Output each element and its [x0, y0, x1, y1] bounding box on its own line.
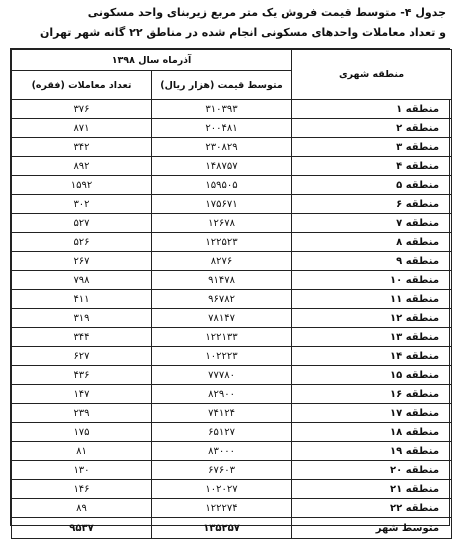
- region-cell: منطقه ۱: [292, 100, 452, 119]
- region-cell: منطقه ۸: [292, 233, 452, 252]
- table-row: [12, 328, 452, 347]
- count-cell: ۳۷۶: [12, 100, 152, 119]
- price-cell: ۸۲۷۶: [152, 252, 292, 271]
- table-row: [12, 499, 452, 518]
- count-cell: ۲۶۷: [12, 252, 152, 271]
- count-cell: ۳۴۲: [12, 138, 152, 157]
- price-cell: ۸۲۹۰۰: [152, 385, 292, 404]
- price-cell: ۱۲۲۲۷۴: [152, 499, 292, 518]
- region-cell: منطقه ۱۲: [292, 309, 452, 328]
- period-header: آذرماه سال ۱۳۹۸: [12, 50, 292, 71]
- price-cell: ۶۷۶۰۳: [152, 461, 292, 480]
- count-cell: ۵۲۶: [12, 233, 152, 252]
- housing-price-table: [11, 49, 452, 539]
- table-row: [12, 157, 452, 176]
- count-cell: ۴۱۱: [12, 290, 152, 309]
- price-cell: ۷۷۷۸۰: [152, 366, 292, 385]
- table-row: [12, 290, 452, 309]
- table-row: [12, 176, 452, 195]
- region-cell: منطقه ۱۴: [292, 347, 452, 366]
- region-cell: منطقه ۲۱: [292, 480, 452, 499]
- total-count-cell: ۹۵۳۷: [12, 518, 152, 539]
- count-cell: ۷۹۸: [12, 271, 152, 290]
- region-column-header: منطقه شهری: [292, 50, 452, 100]
- region-cell: منطقه ۳: [292, 138, 452, 157]
- total-price-cell: ۱۳۵۲۵۷: [152, 518, 292, 539]
- table-row: [12, 214, 452, 233]
- table-row: [12, 271, 452, 290]
- table-row: [12, 423, 452, 442]
- table-row: [12, 480, 452, 499]
- region-cell: منطقه ۲: [292, 119, 452, 138]
- table-row: [12, 195, 452, 214]
- count-cell: ۸۹: [12, 499, 152, 518]
- price-cell: ۶۵۱۲۷: [152, 423, 292, 442]
- region-cell: منطقه ۵: [292, 176, 452, 195]
- count-cell: ۱۴۶: [12, 480, 152, 499]
- price-cell: ۱۲۶۷۸: [152, 214, 292, 233]
- price-column-header: متوسط قیمت (هزار ریال): [152, 71, 292, 100]
- price-cell: ۱۲۲۱۳۳: [152, 328, 292, 347]
- table-row: [12, 252, 452, 271]
- price-cell: ۱۵۹۵۰۵: [152, 176, 292, 195]
- price-cell: ۳۱۰۳۹۳: [152, 100, 292, 119]
- total-row: [12, 518, 452, 539]
- table-row: [12, 442, 452, 461]
- table-row: [12, 461, 452, 480]
- price-cell: ۱۲۲۵۲۳: [152, 233, 292, 252]
- table-row: [12, 385, 452, 404]
- price-cell: ۹۶۷۸۲: [152, 290, 292, 309]
- table-row: [12, 233, 452, 252]
- price-cell: ۱۰۲۲۲۳: [152, 347, 292, 366]
- region-cell: منطقه ۱۵: [292, 366, 452, 385]
- count-cell: ۱۴۷: [12, 385, 152, 404]
- count-cell: ۲۳۹: [12, 404, 152, 423]
- count-cell: ۸۷۱: [12, 119, 152, 138]
- region-cell: منطقه ۱۶: [292, 385, 452, 404]
- table-row: [12, 119, 452, 138]
- price-cell: ۸۳۰۰۰: [152, 442, 292, 461]
- price-cell: ۷۸۱۴۷: [152, 309, 292, 328]
- table-row: [12, 138, 452, 157]
- total-region-cell: متوسط شهر: [292, 518, 452, 539]
- table-title-line-1: جدول ۴- متوسط قیمت فروش یک متر مربع زیربنای واحد مسکونی: [87, 6, 446, 19]
- region-cell: منطقه ۹: [292, 252, 452, 271]
- count-cell: ۴۳۶: [12, 366, 152, 385]
- count-cell: ۱۵۹۲: [12, 176, 152, 195]
- count-cell: ۵۲۷: [12, 214, 152, 233]
- period-header-row: [12, 50, 452, 71]
- price-cell: ۱۴۸۷۵۷: [152, 157, 292, 176]
- region-cell: منطقه ۲۰: [292, 461, 452, 480]
- table-row: [12, 347, 452, 366]
- region-cell: منطقه ۱۱: [292, 290, 452, 309]
- table-row: [12, 309, 452, 328]
- region-cell: منطقه ۷: [292, 214, 452, 233]
- data-table-container: [10, 48, 450, 534]
- region-cell: منطقه ۱۰: [292, 271, 452, 290]
- price-cell: ۲۳۰۸۲۹: [152, 138, 292, 157]
- table-body: [12, 100, 452, 539]
- table-title-line-2: و تعداد معاملات واحدهای مسکونی انجام شده در مناطق ۲۲ گانه شهر تهران: [39, 26, 446, 39]
- table-row: [12, 100, 452, 119]
- count-cell: ۸۱: [12, 442, 152, 461]
- table-row: [12, 366, 452, 385]
- price-cell: ۲۰۰۴۸۱: [152, 119, 292, 138]
- region-cell: منطقه ۴: [292, 157, 452, 176]
- region-cell: منطقه ۲۲: [292, 499, 452, 518]
- region-cell: منطقه ۱۳: [292, 328, 452, 347]
- count-cell: ۸۹۲: [12, 157, 152, 176]
- price-cell: ۱۷۵۶۷۱: [152, 195, 292, 214]
- count-column-header: تعداد معاملات (فقره): [12, 71, 152, 100]
- price-cell: ۷۴۱۲۴: [152, 404, 292, 423]
- region-cell: منطقه ۶: [292, 195, 452, 214]
- count-cell: ۶۲۷: [12, 347, 152, 366]
- region-cell: منطقه ۱۷: [292, 404, 452, 423]
- region-cell: منطقه ۱۸: [292, 423, 452, 442]
- region-cell: منطقه ۱۹: [292, 442, 452, 461]
- count-cell: ۱۳۰: [12, 461, 152, 480]
- price-cell: ۱۰۲۰۲۷: [152, 480, 292, 499]
- table-row: [12, 404, 452, 423]
- count-cell: ۳۱۹: [12, 309, 152, 328]
- count-cell: ۳۴۴: [12, 328, 152, 347]
- count-cell: ۱۷۵: [12, 423, 152, 442]
- price-cell: ۹۱۴۷۸: [152, 271, 292, 290]
- count-cell: ۳۰۲: [12, 195, 152, 214]
